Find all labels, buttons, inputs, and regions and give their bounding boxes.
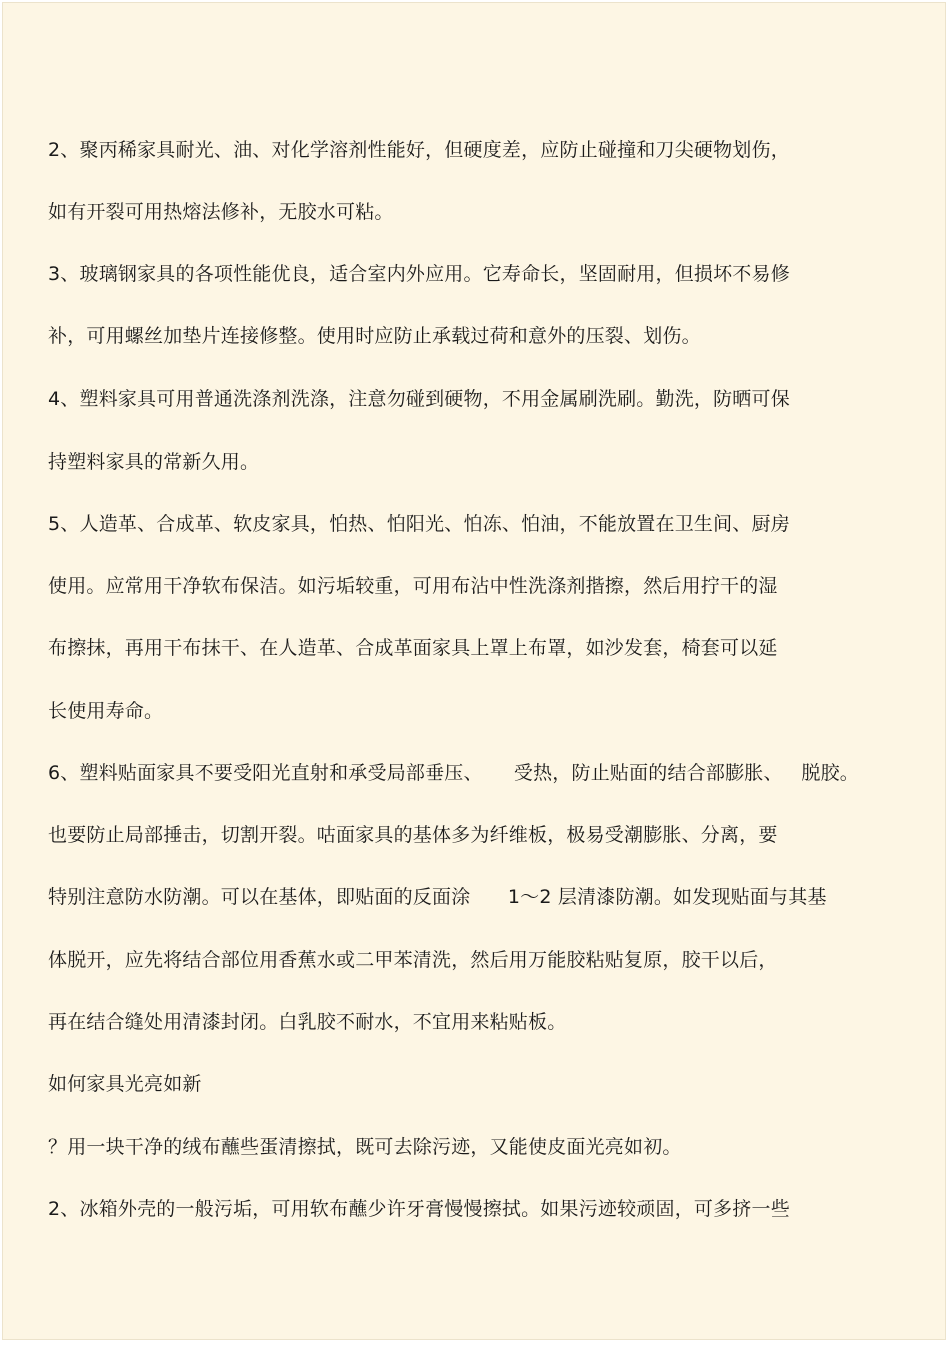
text-line: ？用一块干净的绒布蘸些蛋清擦拭，既可去除污迹，又能使皮面光亮如初。: [48, 1136, 682, 1158]
text-line: 也要防止局部捶击，切割开裂。咕面家具的基体多为纤维板，极易受潮膨胀、分离，要: [48, 824, 778, 846]
text-line: 5、人造革、合成革、软皮家具，怕热、怕阳光、怕冻、怕油，不能放置在卫生间、厨房: [48, 513, 790, 535]
text-line: 再在结合缝处用清漆封闭。白乳胶不耐水，不宜用来粘贴板。: [48, 1011, 567, 1033]
text-line: 布擦抹，再用干布抹干、在人造革、合成革面家具上罩上布罩，如沙发套，椅套可以延: [48, 637, 778, 659]
text-line: 3、玻璃钢家具的各项性能优良，适合室内外应用。它寿命长，坚固耐用，但损坏不易修: [48, 263, 790, 285]
text-line: 持塑料家具的常新久用。: [48, 451, 260, 473]
text-line: 4、塑料家具可用普通洗涤剂洗涤，注意勿碰到硬物，不用金属刷洗刷。勤洗，防晒可保: [48, 388, 790, 410]
text-line: 体脱开，应先将结合部位用香蕉水或二甲苯清洗，然后用万能胶粘贴复原，胶干以后，: [48, 949, 778, 971]
text-line: 6、塑料贴面家具不要受阳光直射和承受局部垂压、 受热，防止贴面的结合部膨胀、 脱胶。: [48, 762, 860, 784]
text-line: 特别注意防水防潮。可以在基体，即贴面的反面涂 1～2 层清漆防潮。如发现贴面与其基: [48, 886, 827, 908]
text-line: 补，可用螺丝加垫片连接修整。使用时应防止承载过荷和意外的压裂、划伤。: [48, 325, 701, 347]
text-line: 使用。应常用干净软布保洁。如污垢较重，可用布沾中性洗涤剂揩擦，然后用拧干的湿: [48, 575, 778, 597]
document-page: [2, 2, 946, 1340]
text-line: 2、聚丙稀家具耐光、油、对化学溶剂性能好，但硬度差，应防止碰撞和刀尖硬物划伤，: [48, 139, 790, 161]
text-line: 如有开裂可用热熔法修补，无胶水可粘。: [48, 201, 394, 223]
section-heading: 如何家具光亮如新: [48, 1073, 202, 1095]
text-line: 长使用寿命。: [48, 700, 164, 722]
text-line: 2、冰箱外壳的一般污垢，可用软布蘸少许牙膏慢慢擦拭。如果污迹较顽固，可多挤一些: [48, 1198, 790, 1220]
